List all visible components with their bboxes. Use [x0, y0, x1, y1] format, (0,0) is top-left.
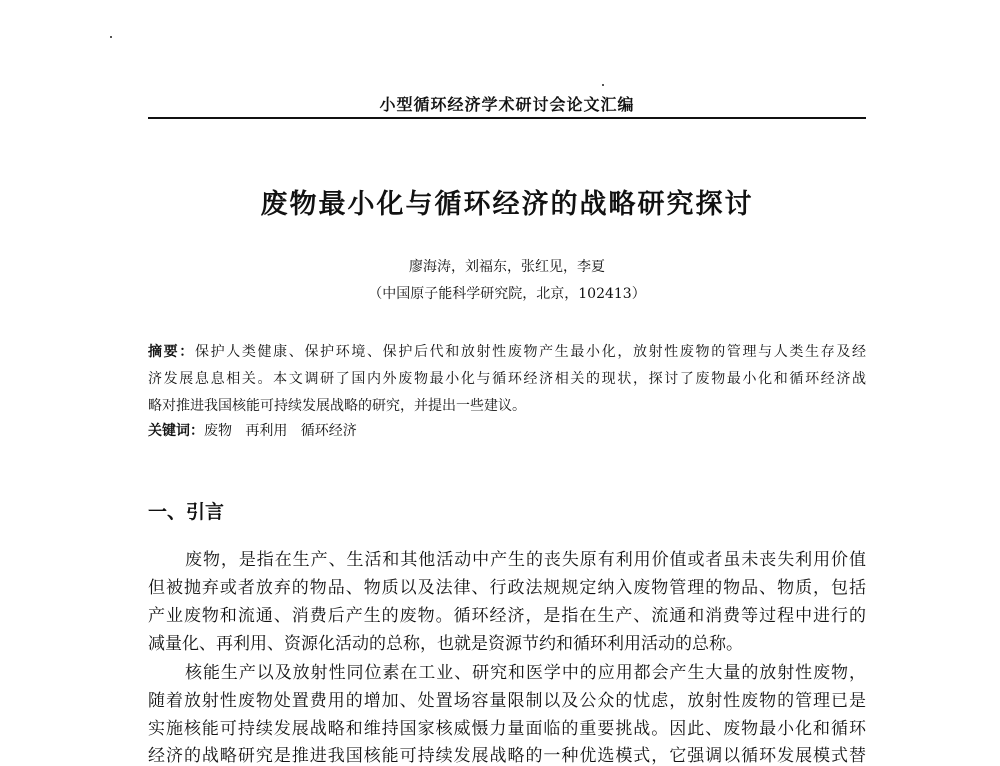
- scan-speck: [110, 36, 112, 38]
- paper-title: 废物最小化与循环经济的战略研究探讨: [260, 189, 754, 220]
- scan-speck: [602, 84, 604, 86]
- header-rule: [148, 117, 866, 119]
- body-line: 经济的战略研究是推进我国核能可持续发展战略的一种优选模式，它强调以循环发展模式替: [148, 746, 866, 766]
- keyword: 再利用: [245, 423, 288, 439]
- abstract-text: 保护人类健康、保护环境、保护后代和放射性废物产生最小化，放射性废物的管理与人类生存及经: [194, 344, 866, 360]
- affiliation: （中国原子能科学研究院，北京，102413）: [368, 286, 646, 302]
- keyword: 废物: [204, 423, 232, 439]
- keywords-label: 关键词：: [148, 423, 204, 439]
- body-line: 废物，是指在生产、生活和其他活动中产生的丧失原有利用价值或者虽未丧失利用价值: [185, 550, 866, 570]
- keyword: 循环经济: [300, 423, 357, 439]
- body-line: 实施核能可持续发展战略和维持国家核威慑力量面临的重要挑战。因此、废物最小化和循环: [148, 719, 866, 739]
- body-line: 但被抛弃或者放弃的物品、物质以及法律、行政法规规定纳入废物管理的物品、物质，包括: [148, 578, 866, 598]
- abstract-label: 摘要：: [148, 344, 195, 360]
- authors: 廖海涛，刘福东，张红见，李夏: [409, 259, 605, 275]
- body-line: 减量化、再利用、资源化活动的总称，也就是资源节约和循环利用活动的总称。: [148, 634, 743, 654]
- body-line: 随着放射性废物处置费用的增加、处置场容量限制以及公众的忧虑，放射性废物的管理已是: [148, 691, 866, 711]
- section-heading: 一、引言: [148, 501, 225, 523]
- running-head: 小型循环经济学术研讨会论文汇编: [379, 95, 635, 114]
- abstract-line: [148, 341, 866, 361]
- body-line: 核能生产以及放射性同位素在工业、研究和医学中的应用都会产生大量的放射性废物，: [185, 663, 866, 683]
- abstract-line: 略对推进我国核能可持续发展战略的研究，并提出一些建议。: [148, 398, 526, 414]
- body-line: 产业废物和流通、消费后产生的废物。循环经济，是指在生产、流通和消费等过程中进行的: [148, 606, 866, 626]
- abstract-line: 济发展息息相关。本文调研了国内外废物最小化与循环经济相关的现状，探讨了废物最小化和循环经济战: [148, 371, 866, 387]
- keywords: [148, 420, 357, 440]
